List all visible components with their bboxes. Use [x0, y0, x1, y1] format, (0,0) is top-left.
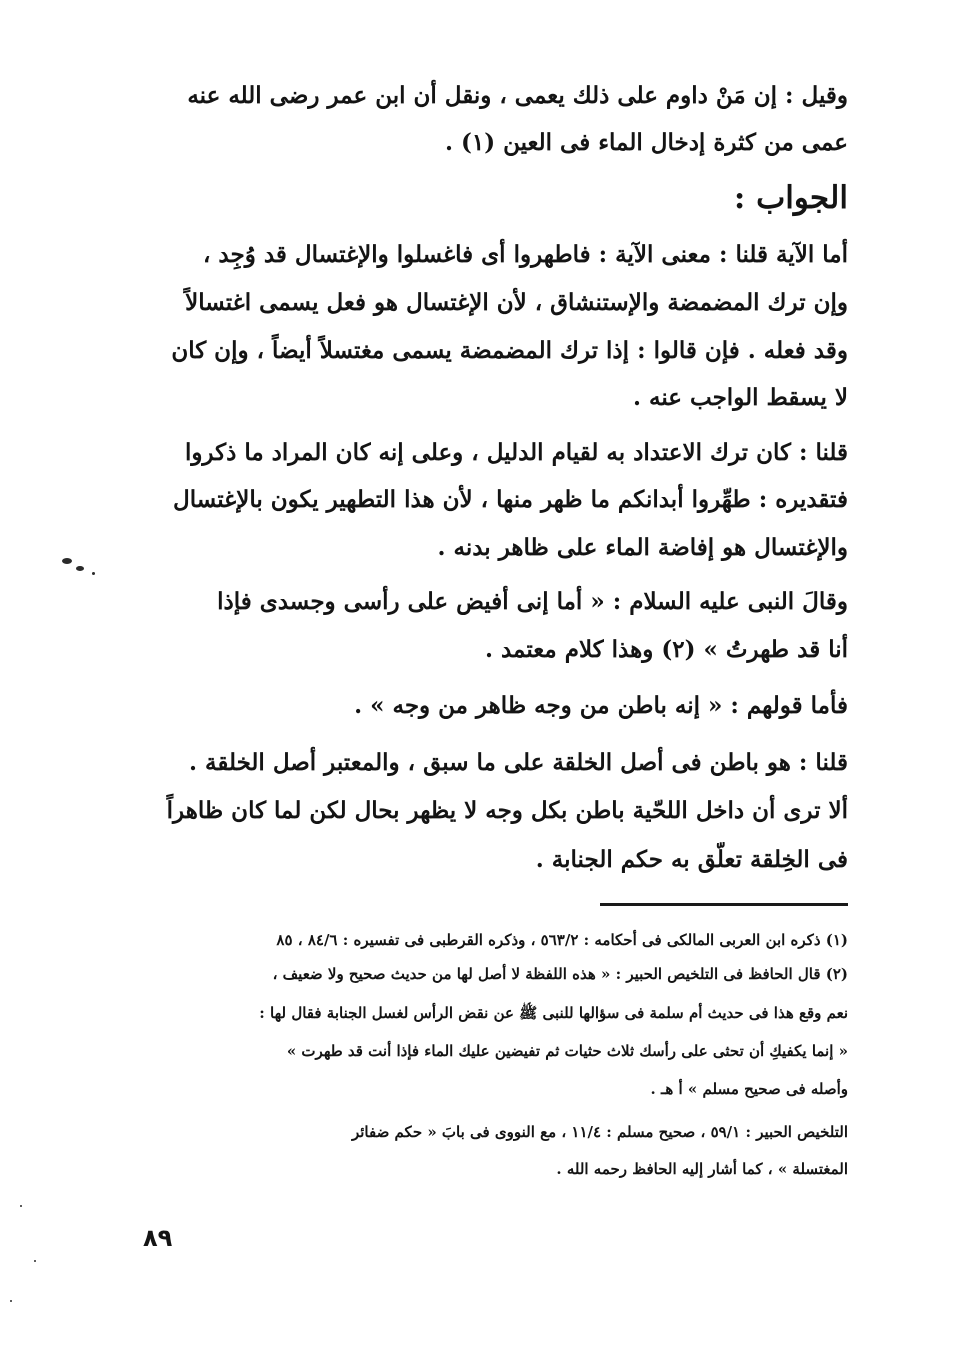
body-line: أما الآية قلنا : معنى الآية : فاطهروا أى فاغسلوا والإغتسال قد وُجِد ، [203, 241, 848, 268]
section-heading: الجواب : [733, 180, 848, 216]
footnote-line: نعم وقع هذا فى حديث أم سلمة فى سؤالها للنبى ﷺ عن نقض الرأس لغسل الجنابة فقال لها : [259, 1004, 848, 1022]
body-line: عمى من كثرة إدخال الماء فى العين (١) . [444, 129, 848, 156]
footnote-line: التلخيص الحبير : ٥٩/١ ، صحيح مسلم : ١١/٤ ، مع النووى فى بابَ « حكم ضفائر [351, 1123, 848, 1141]
body-line: وقيل : إن مَنْ داوم على ذلك يعمى ، ونقل أن ابن عمر رضى الله عنه [187, 82, 848, 109]
scan-speck [20, 1205, 22, 1207]
scan-speck [92, 572, 95, 575]
body-line: أنا قد طهرتُ » (٢) وهذا كلام معتمد . [484, 636, 848, 663]
body-line: والإغتسال هو إفاضة الماء على ظاهر بدنه . [437, 534, 848, 561]
footnote-line: (١) ذكره ابن العربى المالكى فى أحكامه : ٥٦٣/٢ ، وذكره القرطبى فى تفسيره : ٨٤/٦ ، ٨٥ [276, 931, 848, 949]
body-line: فى الخِلقة تعلّق به حكم الجنابة . [535, 846, 848, 873]
body-line: وإن ترك المضمضة والإستنشاق ، لأن الإغتسال هو فعل يسمى اغتسالاً [185, 289, 848, 316]
scan-speck [76, 566, 84, 571]
body-line: قلنا : كان ترك الاعتداد به لقيام الدليل ، وعلى إنه كان المراد ما ذكروا [184, 439, 848, 466]
body-line: فأما قولهم : « إنه باطن من وجه ظاهر من وجه » . [354, 692, 848, 719]
footnote-line: (٢) قال الحافظ فى التلخيص الحبير : « هذه اللفظة لا أصل لها من حديث صحيح ولا ضعيف ، [272, 965, 848, 983]
scan-speck [10, 1300, 12, 1302]
page-number: ٨٩ [143, 1224, 173, 1252]
body-line: وقالَ النبى عليه السلام : « أما إنى أفيض على رأسى وجسدى فإذا [217, 588, 848, 615]
body-line: قلنا : هو باطن فى أصل الخلقة على ما سبق ، والمعتبر أصل الخلقة . [188, 749, 848, 776]
footnote-rule [600, 903, 848, 906]
scan-speck [34, 1260, 36, 1262]
footnote-line: وأصله فى صحيح مسلم » أ هـ . [650, 1080, 848, 1098]
body-line: وقد فعله . فإن قالوا : إذا ترك المضمضة يسمى مغتسلاً أيضاً ، وإن كان [171, 337, 848, 364]
body-line: فتقديره : طهِّروا أبدانكم ما ظهر منها ، لأن هذا التطهير يكون بالإغتسال [173, 486, 848, 513]
body-line: لا يسقط الواجب عنه . [632, 384, 848, 411]
scan-speck [62, 558, 72, 564]
footnote-line: « إنما يكفيكِ أن تحثى على رأسك ثلاث حثيات ثم تفيضين عليك الماء فإذا أنت قد طهرت » [286, 1042, 848, 1060]
footnote-line: المغتسلة » ، كما أشار إليه الحافظ رحمه الله . [556, 1160, 848, 1178]
body-line: ألا ترى أن داخل اللحّية باطن بكل وجه لا يظهر بحال لكن لما كان ظاهراً [166, 797, 848, 824]
